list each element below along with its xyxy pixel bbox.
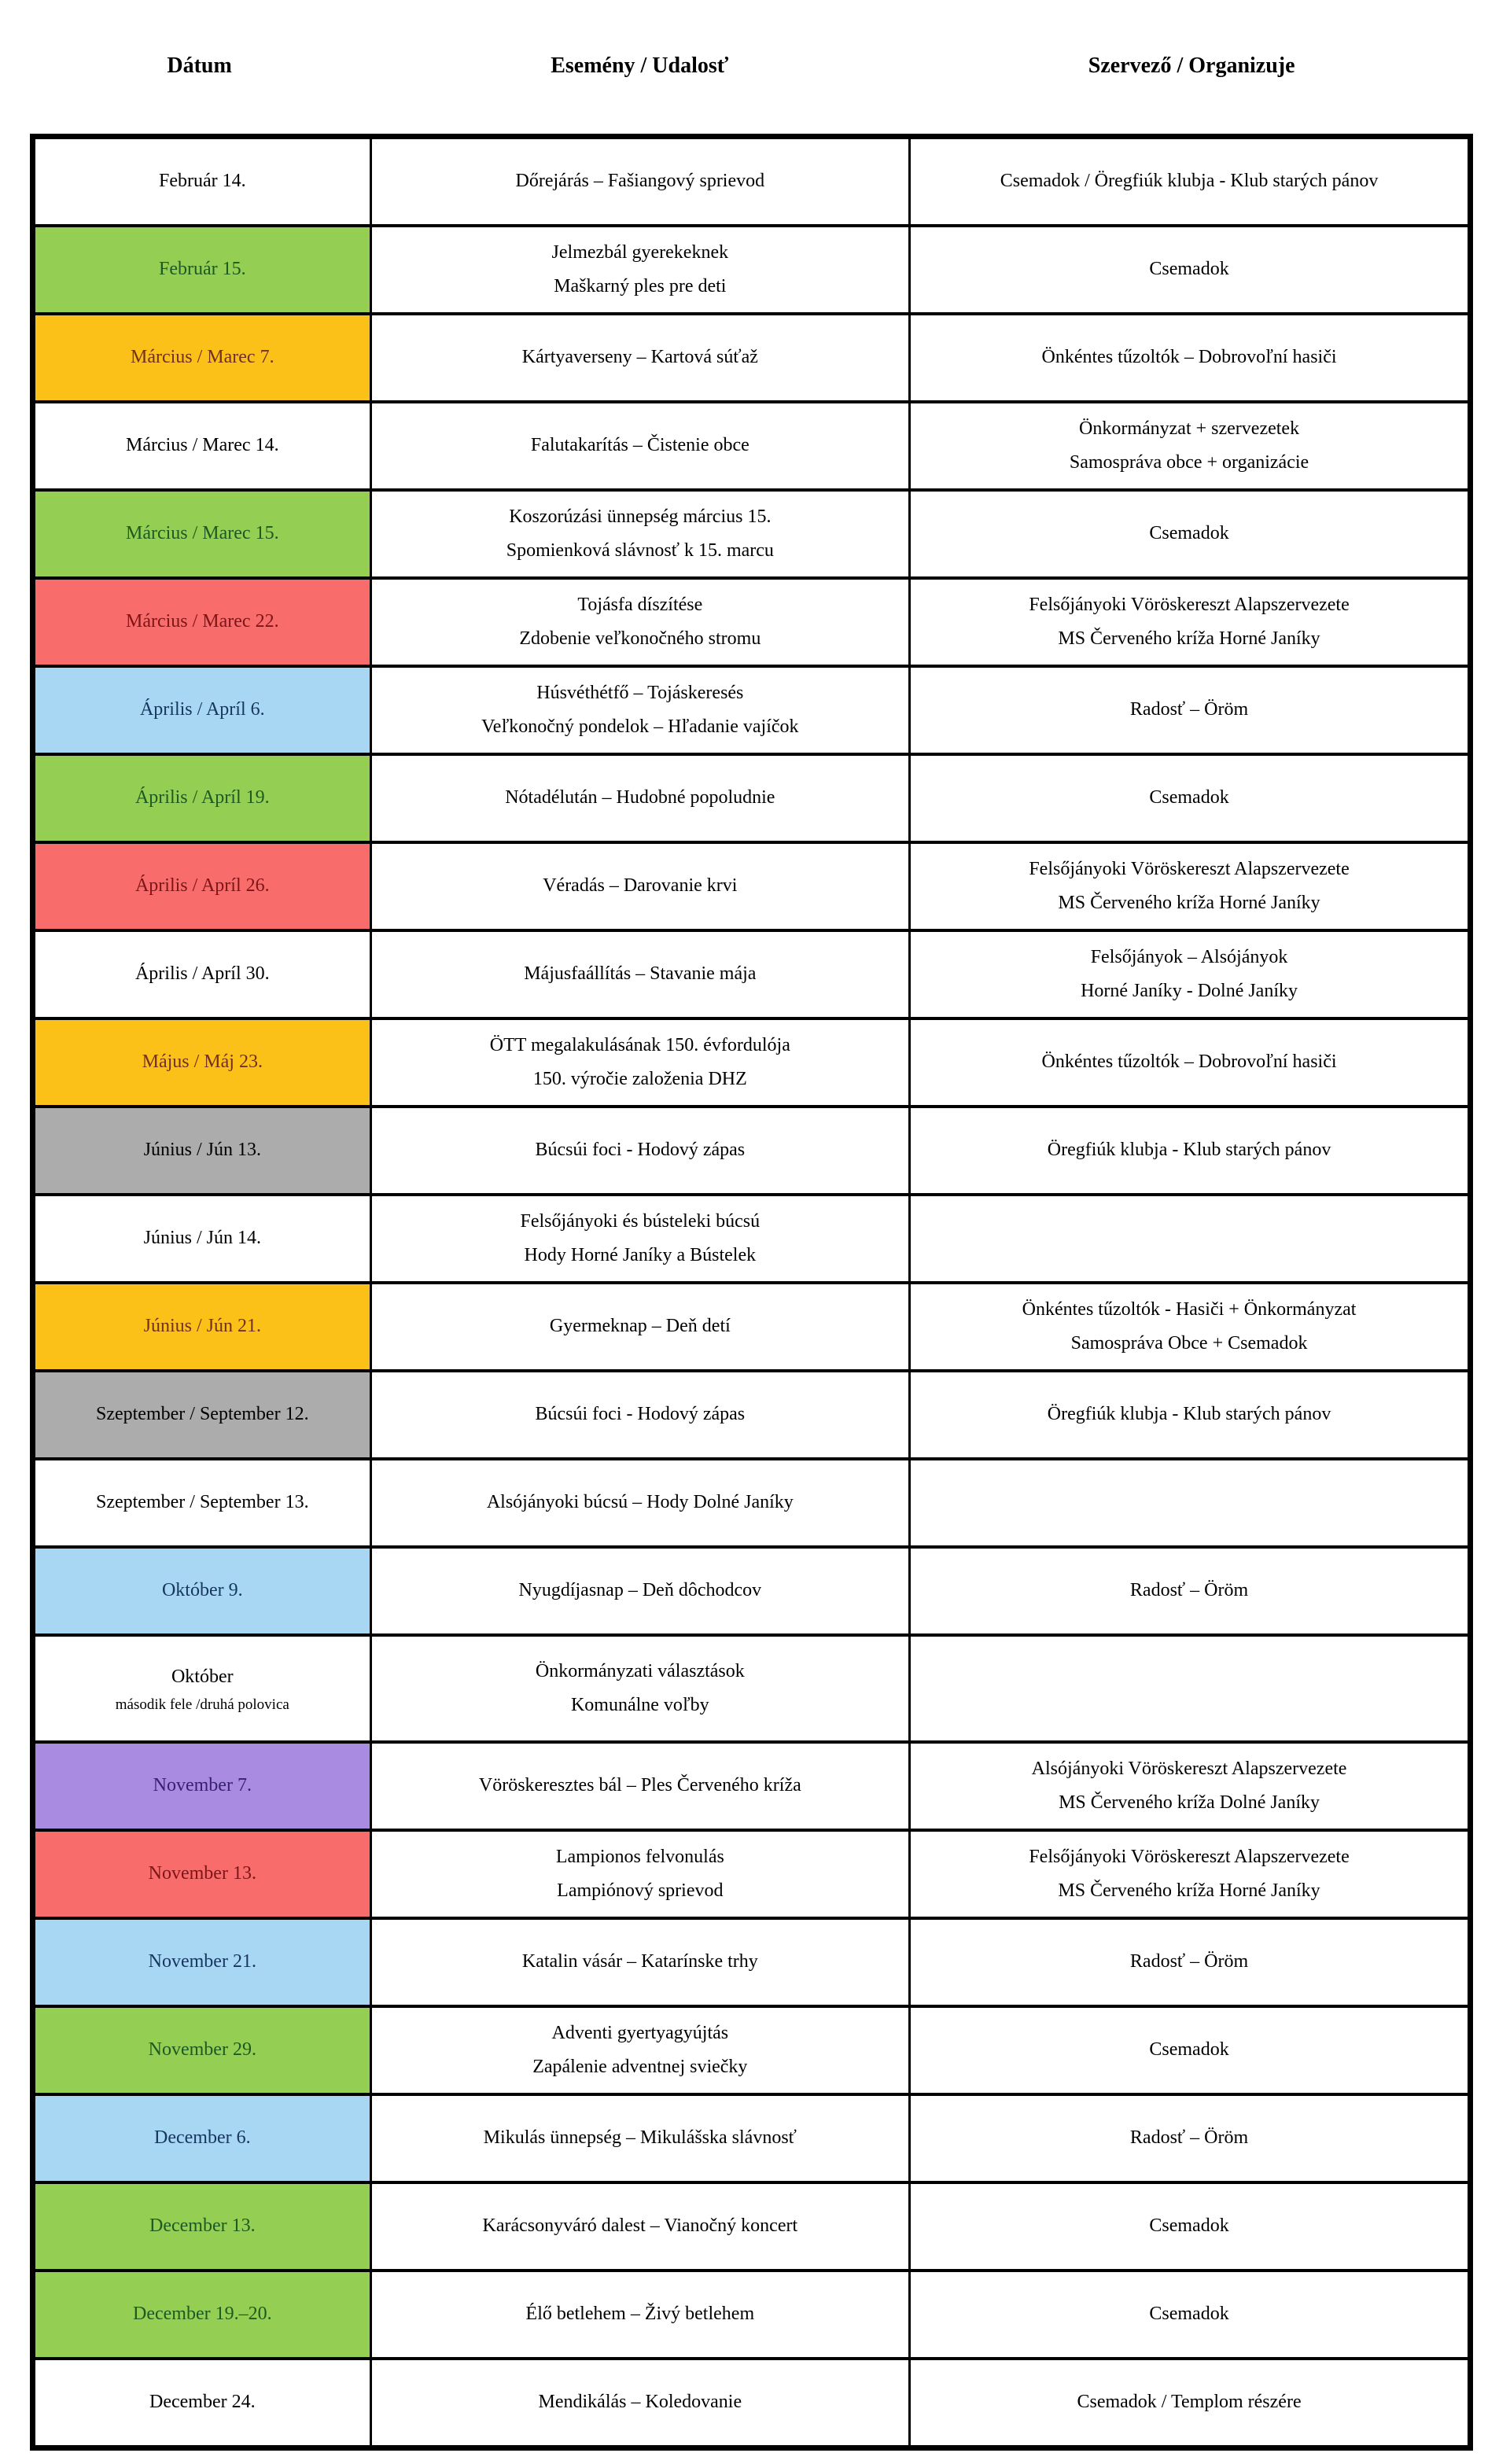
- organizer-cell: [910, 402, 1471, 490]
- organizer-cell-line: MS Červeného kríža Horné Janíky: [1058, 1880, 1320, 1901]
- date-cell: [33, 314, 371, 402]
- table-row: [33, 578, 1471, 666]
- header-date: Dátum: [167, 53, 232, 78]
- event-cell-line: Tojásfa díszítése: [577, 594, 703, 615]
- date-cell: [33, 490, 371, 578]
- date-cell-line: Október: [171, 1667, 234, 1688]
- organizer-cell-line: Csemadok: [1149, 2215, 1229, 2237]
- date-cell-line: December 24.: [149, 2392, 256, 2413]
- organizer-cell-line: Horné Janíky - Dolné Janíky: [1081, 981, 1298, 1001]
- organizer-cell: [910, 1742, 1471, 1830]
- event-cell-line: Búcsúi foci - Hodový zápas: [535, 1140, 746, 1161]
- date-cell: [33, 402, 371, 490]
- event-cell: [370, 2182, 910, 2271]
- event-cell: [370, 314, 910, 402]
- header-event: Esemény / Udalosť: [551, 53, 729, 78]
- date-cell-line: November 7.: [153, 1775, 252, 1796]
- event-cell-line: Lampionos felvonulás: [555, 1846, 724, 1867]
- organizer-cell-line: Öregfiúk klubja - Klub starých pánov: [1047, 1140, 1331, 1161]
- date-cell-line: November 13.: [148, 1863, 256, 1884]
- event-cell-line: Koszorúzási ünnepség március 15.: [509, 506, 772, 527]
- event-cell-line: Komunálne voľby: [570, 1695, 709, 1715]
- date-cell-line: Április / Apríl 26.: [134, 875, 270, 897]
- organizer-cell: [910, 490, 1471, 578]
- event-cell: [370, 490, 910, 578]
- event-cell-line: Jelmezbál gyerekeknek: [551, 241, 729, 263]
- event-cell: [370, 1742, 910, 1830]
- date-cell: [33, 842, 371, 930]
- date-cell: [33, 1830, 371, 1918]
- date-cell: [33, 1635, 371, 1742]
- event-cell-line: Dőrejárás – Fašiangový sprievod: [515, 171, 765, 192]
- event-cell-line: 150. výročie založenia DHZ: [532, 1069, 747, 1089]
- event-cell-line: Véradás – Darovanie krvi: [543, 875, 738, 897]
- organizer-cell: [910, 842, 1471, 930]
- date-cell: [33, 578, 371, 666]
- event-cell-line: Lampiónový sprievod: [557, 1880, 724, 1901]
- organizer-cell-line: Radosť – Öröm: [1129, 2127, 1249, 2149]
- table-row: [33, 1283, 1471, 1371]
- event-cell-line: Búcsúi foci - Hodový zápas: [535, 1404, 746, 1425]
- organizer-cell-line: Csemadok / Öregfiúk klubja - Klub starých pánov: [1000, 171, 1379, 192]
- table-row: [33, 1547, 1471, 1635]
- event-cell: [370, 2271, 910, 2359]
- date-cell-line: December 6.: [153, 2127, 251, 2149]
- organizer-cell: [910, 1635, 1471, 1742]
- event-cell-line: Zdobenie veľkonočného stromu: [519, 628, 761, 649]
- event-cell: [370, 1459, 910, 1547]
- table-row: [33, 402, 1471, 490]
- event-cell-line: Karácsonyváró dalest – Vianočný koncert: [482, 2215, 798, 2237]
- event-cell-line: Kártyaverseny – Kartová súťaž: [521, 347, 758, 368]
- event-cell-line: ÖTT megalakulásának 150. évfordulója: [489, 1034, 790, 1055]
- event-cell: [370, 1195, 910, 1283]
- date-cell-line: Szeptember / September 12.: [95, 1404, 309, 1425]
- organizer-cell-line: Radosť – Öröm: [1129, 1951, 1249, 1972]
- date-cell: [33, 1107, 371, 1195]
- organizer-cell-line: Alsójányoki Vöröskereszt Alapszervezete: [1031, 1758, 1347, 1779]
- organizer-cell: [910, 2182, 1471, 2271]
- table-row: [33, 754, 1471, 842]
- event-cell: [370, 1547, 910, 1635]
- event-cell-line: Adventi gyertyagyújtás: [551, 2022, 729, 2043]
- date-cell: [33, 2182, 371, 2271]
- event-cell: [370, 1371, 910, 1459]
- table-row: [33, 2359, 1471, 2448]
- table-row: [33, 2182, 1471, 2271]
- table-row: [33, 1459, 1471, 1547]
- organizer-cell: [910, 1371, 1471, 1459]
- date-cell-line: Március / Marec 22.: [125, 611, 279, 632]
- event-cell: [370, 754, 910, 842]
- organizer-cell: [910, 2094, 1471, 2182]
- date-cell-line: Március / Marec 15.: [125, 523, 279, 544]
- table-row: [33, 490, 1471, 578]
- organizer-cell-line: Samospráva Obce + Csemadok: [1070, 1333, 1308, 1354]
- table-row: [33, 1107, 1471, 1195]
- date-cell: [33, 1742, 371, 1830]
- event-cell-line: Nyugdíjasnap – Deň dôchodcov: [518, 1580, 762, 1601]
- organizer-cell: [910, 1018, 1471, 1107]
- date-cell-line: Június / Jún 14.: [143, 1228, 261, 1249]
- event-cell-line: Hody Horné Janíky a Bústelek: [524, 1245, 757, 1265]
- event-cell-line: Májusfaállítás – Stavanie mája: [524, 963, 757, 985]
- event-cell: [370, 1635, 910, 1742]
- date-cell: [33, 1547, 371, 1635]
- organizer-cell-line: Csemadok: [1149, 2304, 1229, 2325]
- date-cell: [33, 1195, 371, 1283]
- organizer-cell: [910, 226, 1471, 314]
- organizer-cell: [910, 1107, 1471, 1195]
- event-cell-line: Alsójányoki búcsú – Hody Dolné Janíky: [486, 1492, 794, 1513]
- organizer-cell: [910, 137, 1471, 227]
- event-cell-line: Katalin vásár – Katarínske trhy: [521, 1951, 758, 1972]
- organizer-cell: [910, 666, 1471, 754]
- date-cell-line: Május / Máj 23.: [142, 1052, 263, 1073]
- date-cell: [33, 1459, 371, 1547]
- date-cell-line: November 21.: [148, 1951, 256, 1972]
- table-row: [33, 2006, 1471, 2094]
- event-cell-line: Mikulás ünnepség – Mikulášska slávnosť: [483, 2127, 797, 2149]
- organizer-cell-line: Samospráva obce + organizácie: [1069, 452, 1309, 473]
- organizer-cell-line: Csemadok: [1149, 259, 1229, 280]
- date-cell-line: Február 14.: [158, 171, 246, 192]
- organizer-cell-line: Önkéntes tűzoltók - Hasiči + Önkormányzat: [1022, 1298, 1357, 1320]
- table-row: [33, 2271, 1471, 2359]
- events-table: [30, 134, 1473, 2451]
- organizer-cell: [910, 314, 1471, 402]
- table-row: [33, 314, 1471, 402]
- date-cell-line: Április / Apríl 19.: [134, 787, 270, 808]
- date-sub-line: második fele /druhá polovica: [115, 1696, 289, 1714]
- table-row: [33, 1018, 1471, 1107]
- table-row: [33, 1830, 1471, 1918]
- table-header: [30, 53, 1473, 79]
- table-row: [33, 666, 1471, 754]
- table-row: [33, 1195, 1471, 1283]
- event-cell: [370, 578, 910, 666]
- organizer-cell-line: Csemadok: [1149, 787, 1229, 808]
- event-cell: [370, 2006, 910, 2094]
- event-cell-line: Falutakarítás – Čistenie obce: [530, 435, 749, 456]
- event-cell: [370, 1018, 910, 1107]
- event-cell: [370, 666, 910, 754]
- organizer-cell: [910, 2006, 1471, 2094]
- date-cell: [33, 1918, 371, 2006]
- date-cell: [33, 666, 371, 754]
- organizer-cell-line: Önkéntes tűzoltók – Dobrovoľní hasiči: [1041, 1052, 1337, 1073]
- event-cell-line: Maškarný ples pre deti: [554, 276, 727, 296]
- date-cell-line: Június / Jún 21.: [143, 1316, 261, 1337]
- organizer-cell-line: Csemadok / Templom részére: [1077, 2392, 1302, 2413]
- date-cell: [33, 2006, 371, 2094]
- date-cell-line: Június / Jún 13.: [143, 1140, 261, 1161]
- date-cell-line: Március / Marec 14.: [125, 435, 279, 456]
- organizer-cell-line: Öregfiúk klubja - Klub starých pánov: [1047, 1404, 1331, 1425]
- organizer-cell: [910, 578, 1471, 666]
- table-row: [33, 1918, 1471, 2006]
- event-cell: [370, 1283, 910, 1371]
- event-cell-line: Veľkonočný pondelok – Hľadanie vajíčok: [481, 716, 799, 737]
- table-row: [33, 226, 1471, 314]
- organizer-cell: [910, 1195, 1471, 1283]
- event-cell: [370, 930, 910, 1018]
- date-cell-line: Április / Apríl 6.: [139, 699, 265, 720]
- date-cell-line: November 29.: [148, 2039, 256, 2061]
- date-cell: [33, 137, 371, 227]
- date-cell-line: Szeptember / September 13.: [95, 1492, 309, 1513]
- date-cell: [33, 2271, 371, 2359]
- organizer-cell: [910, 1283, 1471, 1371]
- organizer-cell-line: Felsőjányok – Alsójányok: [1090, 946, 1288, 967]
- event-cell: [370, 1918, 910, 2006]
- event-cell-line: Önkormányzati választások: [535, 1660, 745, 1681]
- event-cell: [370, 137, 910, 227]
- organizer-cell: [910, 1459, 1471, 1547]
- organizer-cell-line: Csemadok: [1149, 523, 1229, 544]
- organizer-cell: [910, 1830, 1471, 1918]
- organizer-cell: [910, 754, 1471, 842]
- table-row: [33, 137, 1471, 227]
- organizer-cell-line: Radosť – Öröm: [1129, 1580, 1249, 1601]
- date-cell: [33, 930, 371, 1018]
- organizer-cell: [910, 2359, 1471, 2448]
- table-row: [33, 930, 1471, 1018]
- organizer-cell: [910, 1547, 1471, 1635]
- event-cell: [370, 1107, 910, 1195]
- organizer-cell: [910, 2271, 1471, 2359]
- organizer-cell-line: MS Červeného kríža Dolné Janíky: [1059, 1792, 1320, 1813]
- event-cell-line: Élő betlehem – Živý betlehem: [525, 2304, 755, 2325]
- organizer-cell-line: Radosť – Öröm: [1129, 699, 1249, 720]
- table-row: [33, 1742, 1471, 1830]
- event-cell-line: Mendikálás – Koledovanie: [538, 2392, 742, 2413]
- event-cell-line: Nótadélután – Hudobné popoludnie: [505, 787, 775, 808]
- event-cell-line: Zapálenie adventnej sviečky: [532, 2057, 748, 2077]
- date-cell: [33, 1371, 371, 1459]
- event-cell-line: Húsvéthétfő – Tojáskeresés: [536, 682, 744, 703]
- date-cell-line: Március / Marec 7.: [130, 347, 274, 368]
- date-cell-line: Február 15.: [158, 259, 246, 280]
- header-organizer: Szervező / Organizuje: [1088, 53, 1295, 78]
- organizer-cell-line: Felsőjányoki Vöröskereszt Alapszervezete: [1029, 858, 1350, 879]
- table-row: [33, 2094, 1471, 2182]
- event-cell: [370, 1830, 910, 1918]
- event-cell-line: Gyermeknap – Deň detí: [549, 1316, 731, 1337]
- organizer-cell-line: Csemadok: [1149, 2039, 1229, 2061]
- table-row: [33, 842, 1471, 930]
- organizer-cell-line: Önkormányzat + szervezetek: [1079, 418, 1300, 439]
- event-cell-line: Spomienková slávnosť k 15. marcu: [506, 540, 774, 561]
- event-cell: [370, 2094, 910, 2182]
- event-cell-line: Felsőjányoki és bústeleki búcsú: [520, 1210, 761, 1232]
- table-row: [33, 1635, 1471, 1742]
- date-cell: [33, 1283, 371, 1371]
- date-cell: [33, 1018, 371, 1107]
- event-cell: [370, 2359, 910, 2448]
- event-cell: [370, 842, 910, 930]
- table-row: [33, 1371, 1471, 1459]
- event-cell: [370, 402, 910, 490]
- organizer-cell-line: MS Červeného kríža Horné Janíky: [1058, 893, 1320, 913]
- organizer-cell-line: Felsőjányoki Vöröskereszt Alapszervezete: [1029, 594, 1350, 615]
- event-cell: [370, 226, 910, 314]
- date-cell-line: December 19.–20.: [132, 2304, 272, 2325]
- date-cell-line: Október 9.: [161, 1580, 243, 1601]
- organizer-cell: [910, 930, 1471, 1018]
- organizer-cell-line: Felsőjányoki Vöröskereszt Alapszervezete: [1029, 1846, 1350, 1867]
- event-cell-line: Vöröskeresztes bál – Ples Červeného kríža: [478, 1775, 801, 1796]
- organizer-cell-line: Önkéntes tűzoltók – Dobrovoľní hasiči: [1041, 347, 1337, 368]
- date-cell: [33, 226, 371, 314]
- organizer-cell-line: MS Červeného kríža Horné Janíky: [1058, 628, 1320, 649]
- date-cell: [33, 754, 371, 842]
- date-cell-line: December 13.: [149, 2215, 256, 2237]
- date-cell-line: Április / Apríl 30.: [134, 963, 270, 985]
- organizer-cell: [910, 1918, 1471, 2006]
- date-cell: [33, 2094, 371, 2182]
- date-cell: [33, 2359, 371, 2448]
